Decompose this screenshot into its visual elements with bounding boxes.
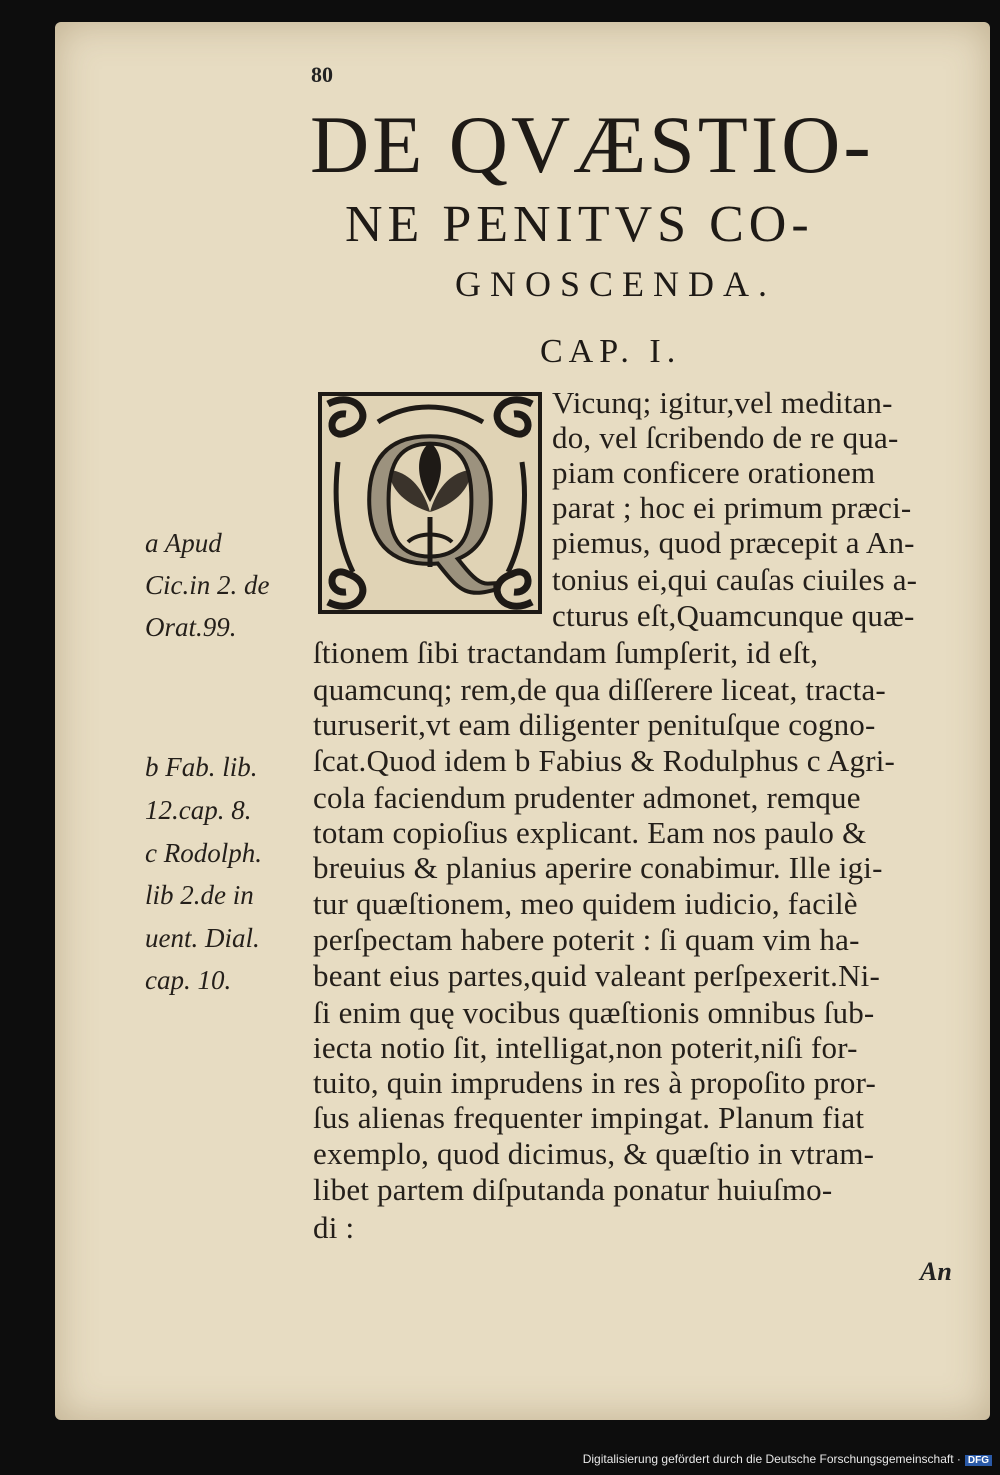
body-line: quamcunq; rem,de qua diſſerere liceat, tracta- xyxy=(313,672,886,707)
body-line: tonius ei,qui cauſas ciuiles a- xyxy=(552,562,918,597)
body-line: tur quæſtionem, meo quidem iudicio, facilè xyxy=(313,886,858,921)
chapter-heading: CAP. I. xyxy=(540,333,682,370)
body-line: ſtionem ſibi tractandam ſumpſerit, id eſt, xyxy=(313,635,819,670)
body-line: perſpectam habere poterit : ſi quam vim ha- xyxy=(313,922,860,957)
body-line: cola faciendum prudenter admonet, remque xyxy=(313,780,861,815)
body-line: di : xyxy=(313,1210,355,1245)
body-line: Vicunq; igitur,vel meditan- xyxy=(552,385,893,420)
margin-note-line: 12.cap. 8. xyxy=(145,795,252,825)
decorated-initial xyxy=(318,392,542,614)
body-line: exemplo, quod dicimus, & quæſtio in vtram- xyxy=(313,1136,875,1171)
margin-note-line: b Fab. lib. xyxy=(145,752,258,782)
body-line: do, vel ſcribendo de re qua- xyxy=(552,420,899,455)
body-line: iecta notio ſit, intelligat,non poterit,niſi for- xyxy=(313,1030,858,1065)
margin-note-line: a Apud xyxy=(145,528,222,558)
catchword: An xyxy=(920,1257,952,1286)
initial-letter-glyph: Q xyxy=(361,394,499,604)
page-number: 80 xyxy=(311,62,333,87)
margin-note-line: c Rodolph. xyxy=(145,838,262,868)
title-line-1: DE QVÆSTIO- xyxy=(310,99,874,190)
margin-note-line: lib 2.de in xyxy=(145,880,254,910)
body-line: turuserit,vt eam diligenter penituſque cogno- xyxy=(313,707,876,742)
body-line: breuius & planius aperire conabimur. Ille igi- xyxy=(313,850,883,885)
body-line: ſus alienas frequenter impingat. Planum fiat xyxy=(313,1100,865,1135)
body-line: beant eius partes,quid valeant perſpexerit.Ni- xyxy=(313,958,880,993)
body-line: parat ; hoc ei primum præci- xyxy=(552,490,912,525)
dfg-logo: DFG xyxy=(965,1455,992,1466)
body-line: ſi enim quę vocibus quæſtionis omnibus ſub- xyxy=(313,995,875,1030)
title-line-2: NE PENITVS CO- xyxy=(345,196,814,253)
margin-note-line: uent. Dial. xyxy=(145,923,260,953)
margin-note-line: Cic.in 2. de xyxy=(145,570,270,600)
body-line: tuito, quin imprudens in res à propoſito pror- xyxy=(313,1065,877,1100)
body-line: cturus eſt,Quamcunque quæ- xyxy=(552,598,915,633)
margin-note-line: cap. 10. xyxy=(145,965,232,995)
body-line: totam copioſius explicant. Eam nos paulo & xyxy=(313,815,867,850)
margin-note-line: Orat.99. xyxy=(145,612,237,642)
title-line-3: GNOSCENDA. xyxy=(455,264,777,304)
body-line: libet partem diſputanda ponatur huiuſmo- xyxy=(313,1172,833,1207)
footer-text: Digitalisierung gefördert durch die Deutsche Forschungsgemeinschaft · xyxy=(582,1452,961,1466)
body-line: piemus, quod præcepit a An- xyxy=(552,525,915,560)
digitization-credit xyxy=(583,1452,992,1466)
body-line: ſcat.Quod idem b Fabius & Rodulphus c Agri- xyxy=(313,743,896,778)
body-line: piam conficere orationem xyxy=(552,455,876,490)
